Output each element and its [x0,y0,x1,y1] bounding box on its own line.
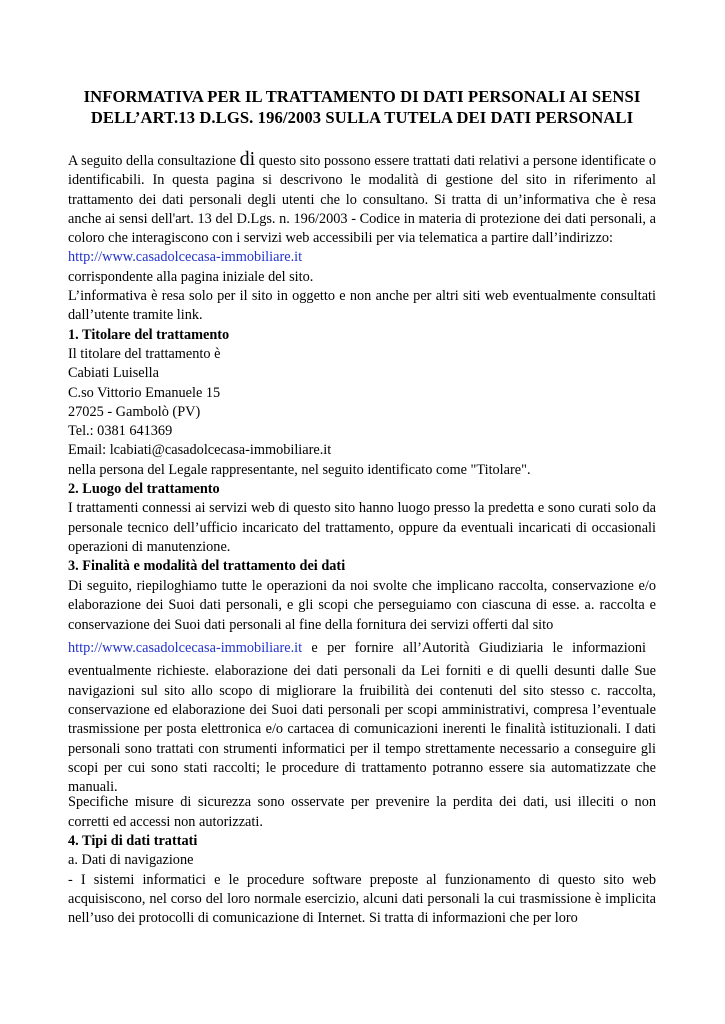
intro-text-di: di [239,148,256,170]
section-2-heading: 2. Luogo del trattamento [68,481,220,498]
section-3-text-d: Specifiche misure di sicurezza sono osservate per prevenire la perdita dei dati, usi illeciti o non corretti ed accessi non autorizzati. [68,794,656,830]
owner-phone: Tel.: 0381 641369 [68,423,173,440]
intro-paragraph [68,148,656,248]
intro-text-start: A seguito della consultazione [68,153,240,169]
section-3-text-a: Di seguito, riepiloghiamo tutte le operazioni da noi svolte che implicano raccolta, conservazione e/o elaborazione dei Suoi dati personali, e gli scopi che perseguiamo con ciascuna di esse. a. raccolta e conservazione dei Suoi dati personali al fine della fornitura dei servizi offerti dal sito [68,577,656,633]
intro-homepage-note: corrispondente alla pagina iniziale del sito. [68,268,314,285]
section-3-link-line [68,635,646,662]
section-2-text: I trattamenti connessi ai servizi web di questo sito hanno luogo presso la predetta e sono curati solo da personale tecnico dell’ufficio incaricato del trattamento, oppure da eventuali incaricati di occasionali operazioni di manutenzione. [68,500,656,555]
section-3-heading: 3. Finalità e modalità del trattamento dei dati [68,558,346,575]
owner-name: Cabiati Luisella [68,365,159,382]
section-4-subheading: a. Dati di navigazione [68,852,194,869]
intro-text-rest: questo sito possono essere trattati dati relativi a persone identificate o identificabili. In questa pagina si descrivono le modalità di gestione del sito in riferimento al trattamento dei dati personali degli utenti che lo consultano. Si tratta di un’informativa che è resa anche ai sensi dell'art. 13 del D.Lgs. n. 196/2003 - Codice in materia di protezione dei dati personali, a coloro che interagiscono con i servizi web accessibili per via telematica a partire dall’indirizzo: [68,153,656,247]
site-url-link-2[interactable]: http://www.casadolcecasa-immobiliare.it [68,640,303,657]
title-line-1: INFORMATIVA PER IL TRATTAMENTO DI DATI PERSONALI AI SENSI [83,87,641,106]
section-4-text: - I sistemi informatici e le procedure software preposte al funzionamento di questo sito web acquisiscono, nel corso del loro normale esercizio, alcuni dati personali la cui trasmissione è implicita nell’uso dei protocolli di comunicazione di Internet. Si tratta di informazioni che per loro [68,871,656,927]
document-page [68,86,656,928]
section-1-heading: 1. Titolare del trattamento [68,326,230,343]
owner-email: Email: lcabiati@casadolcecasa-immobiliare.it [68,442,332,459]
section-3-text-c: eventualmente richieste. elaborazione dei dati personali da Lei forniti e di quelli desunti dalle Sue navigazioni sul sito allo scopo di migliorare la fruibilità dei contenuti del sito stesso c. raccolta, conservazione ed elaborazione dei Suoi dati personali per scopi amministrativi, compresa l’eventuale trasmissione per posta elettronica e/o cartacea di comunicazioni inerenti le finalità istituzionali. I dati personali sono trattati con strumenti informatici per il tempo strettamente necessario a conseguire gli scopi per cui sono stati raccolti; le procedure di trattamento potranno essere sia automatizzate che manuali. [68,663,656,796]
section-4-heading: 4. Tipi di dati trattati [68,832,198,849]
owner-details [68,345,656,480]
owner-representative: nella persona del Legale rappresentante, nel seguito identificato come "Titolare". [68,461,531,478]
site-url-link[interactable]: http://www.casadolcecasa-immobiliare.it [68,249,303,266]
document-title [68,86,656,128]
intro-scope-note: L’informativa è resa solo per il sito in oggetto e non anche per altri siti web eventualmente consultati dall’utente tramite link. [68,288,656,324]
owner-city: 27025 - Gambolò (PV) [68,403,201,420]
owner-address: C.so Vittorio Emanuele 15 [68,384,221,401]
owner-line: Il titolare del trattamento è [68,345,221,362]
section-3-text-b: e per fornire all’Autorità Giudiziaria le informazioni [302,640,646,657]
title-line-2: DELL’ART.13 D.LGS. 196/2003 SULLA TUTELA DEI DATI PERSONALI [90,108,634,127]
